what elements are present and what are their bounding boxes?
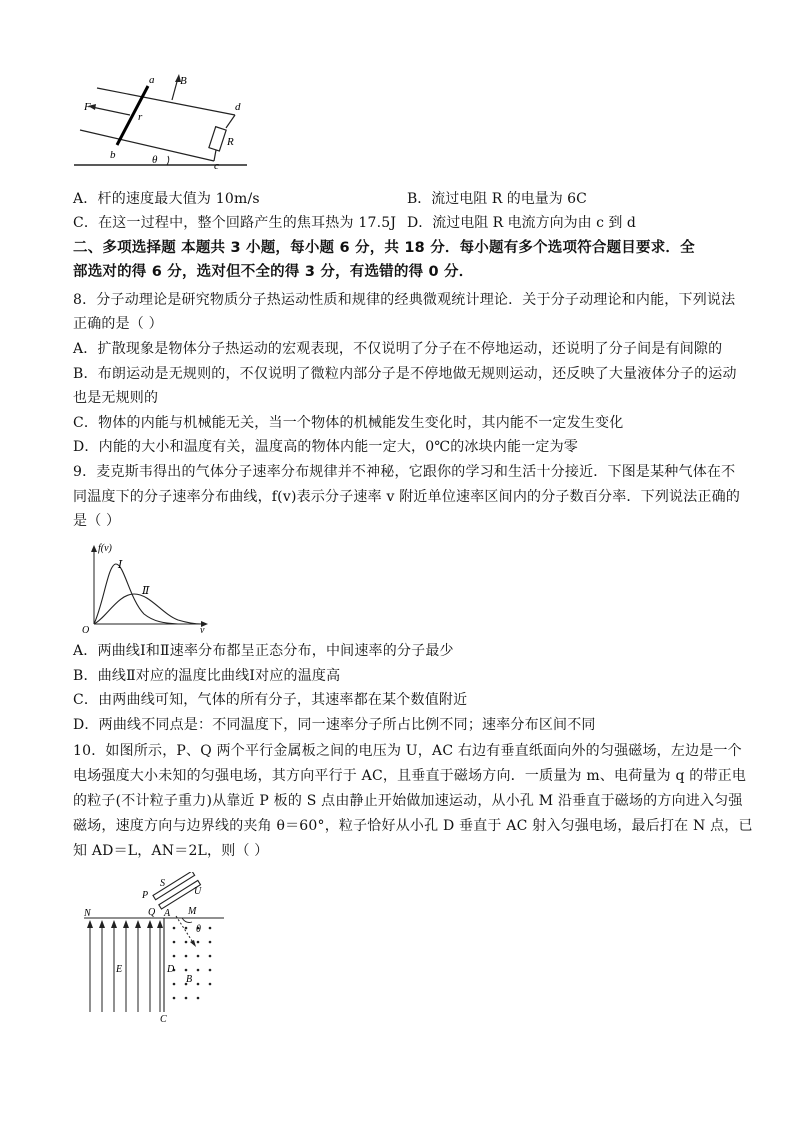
curve-1-label: Ⅰ bbox=[118, 559, 123, 571]
q10-stem-line4: 磁场，速度方向与边界线的夹角 θ＝60°，粒子恰好从小孔 D 垂直于 AC 射入匀强电场，最后打在 N 点，已 bbox=[73, 818, 753, 834]
q7-option-b: B．流过电阻 R 的电量为 6C bbox=[407, 191, 587, 207]
x-axis-label: v bbox=[200, 625, 205, 634]
label-c: c bbox=[214, 160, 219, 170]
label-r: r bbox=[138, 111, 143, 123]
label-B: B bbox=[180, 75, 187, 87]
q8-option-b-line1: B．布朗运动是无规则的，不仅说明了微粒内部分子是不停地做无规则运动，还反映了大量液体分子的运动 bbox=[73, 366, 737, 382]
q7-option-d: D．流过电阻 R 电流方向为由 c 到 d bbox=[407, 215, 636, 231]
curve-2-label: Ⅱ bbox=[142, 585, 150, 597]
label-C: C bbox=[160, 1014, 167, 1024]
q8-option-d: D．内能的大小和温度有关，温度高的物体内能一定大，0℃的冰块内能一定为零 bbox=[73, 439, 578, 455]
label-F: F bbox=[84, 101, 91, 113]
q10-stem-line5: 知 AD＝L，AN＝2L，则（ ） bbox=[73, 843, 269, 859]
q9-option-d: D．两曲线不同点是：不同温度下，同一速率分子所占比例不同；速率分布区间不同 bbox=[73, 717, 596, 733]
label-Q: Q bbox=[148, 907, 156, 918]
label-theta: θ bbox=[196, 924, 201, 935]
label-E: E bbox=[116, 964, 123, 975]
label-M: M bbox=[188, 906, 197, 917]
y-axis-label: f(v) bbox=[98, 543, 112, 554]
label-b: b bbox=[110, 149, 116, 161]
q7-option-c: C．在这一过程中，整个回路产生的焦耳热为 17.5J bbox=[73, 215, 397, 231]
speed-distribution-figure bbox=[82, 542, 212, 634]
label-U: U bbox=[194, 886, 202, 897]
label-P: P bbox=[142, 890, 149, 901]
field-region-figure bbox=[76, 872, 226, 1024]
q8-option-a: A．扩散现象是物体分子热运动的宏观表现，不仅说明了分子在不停地运动，还说明了分子间是有间隙的 bbox=[73, 341, 723, 357]
q8-stem-line1: 8．分子动理论是研究物质分子热运动性质和规律的经典微观统计理论．关于分子动理论和内能，下列说法 bbox=[73, 292, 736, 308]
q10-stem-line1: 10．如图所示，P、Q 两个平行金属板之间的电压为 U，AC 右边有垂直纸面向外的匀强磁场，左边是一个 bbox=[73, 743, 742, 759]
label-D: D bbox=[167, 964, 175, 975]
label-R: R bbox=[227, 136, 234, 148]
label-d: d bbox=[235, 101, 241, 113]
rail-circuit-figure bbox=[72, 70, 252, 170]
section2-heading-line1: 二、多项选择题 本题共 3 小题，每小题 6 分，共 18 分．每小题有多个选项符合题目要求．全 bbox=[73, 240, 695, 256]
section2-heading-line2: 部选对的得 6 分，选对但不全的得 3 分，有选错的得 0 分． bbox=[73, 264, 474, 280]
label-a: a bbox=[149, 74, 155, 86]
q10-stem-line2: 电场强度大小未知的匀强电场，其方向平行于 AC，且垂直于磁场方向．一质量为 m、电荷量为 q 的带正电 bbox=[73, 768, 747, 784]
label-B: B bbox=[186, 974, 193, 985]
label-N: N bbox=[84, 908, 91, 919]
label-A: A bbox=[164, 908, 171, 919]
q8-option-c: C．物体的内能与机械能无关，当一个物体的机械能发生变化时，其内能不一定发生变化 bbox=[73, 415, 624, 431]
q10-stem-line3: 的粒子(不计粒子重力)从靠近 P 板的 S 点由静止开始做加速运动，从小孔 M 沿垂直于磁场的方向进入匀强 bbox=[73, 793, 743, 809]
origin-label: O bbox=[82, 625, 90, 634]
q8-stem-line2: 正确的是（ ） bbox=[73, 316, 163, 332]
q9-option-a: A．两曲线Ⅰ和Ⅱ速率分布都呈正态分布，中间速率的分子最少 bbox=[73, 643, 454, 659]
q9-option-b: B．曲线Ⅱ对应的温度比曲线Ⅰ对应的温度高 bbox=[73, 668, 341, 684]
q8-option-b-line2: 也是无规则的 bbox=[73, 390, 159, 406]
q7-option-a: A．杆的速度最大值为 10m/s bbox=[73, 191, 260, 207]
q9-option-c: C．由两曲线可知，气体的所有分子，其速率都在某个数值附近 bbox=[73, 692, 468, 708]
q9-stem-line2: 同温度下的分子速率分布曲线，f(v)表示分子速率 v 附近单位速率区间内的分子数百分率．下列说法正确的 bbox=[73, 489, 741, 505]
label-theta: θ bbox=[152, 154, 158, 166]
q9-stem-line3: 是（ ） bbox=[73, 513, 121, 529]
q9-stem-line1: 9．麦克斯韦得出的气体分子速率分布规律并不神秘，它跟你的学习和生活十分接近．下图是某种气体在不 bbox=[73, 464, 736, 480]
label-S: S bbox=[160, 878, 165, 889]
